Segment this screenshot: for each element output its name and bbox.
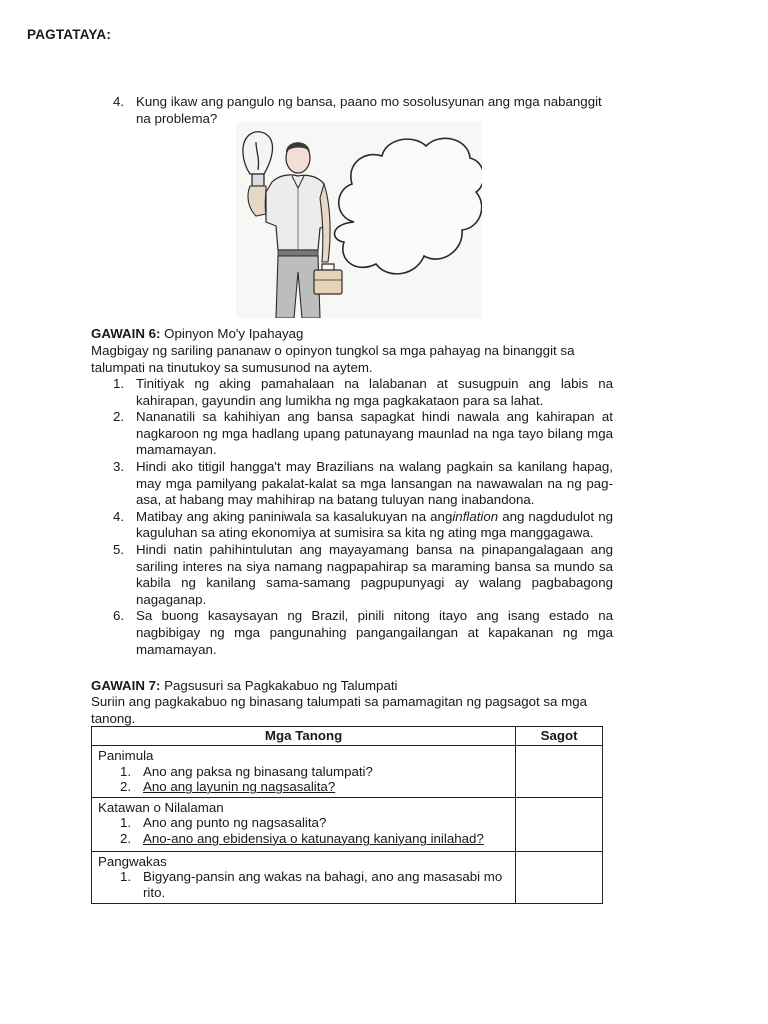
question-item [98,815,509,831]
question-cell [92,851,516,903]
gawain-6-intro-line2: talumpati na tinutukoy sa sumusunod na aytem. [91,359,373,375]
answer-cell[interactable] [516,746,603,798]
page-title: PAGTATAYA: [27,27,112,42]
list-item [113,509,613,542]
item-number: 5. [113,541,125,557]
question-text: Ano ang punto ng nagsasalita? [143,815,327,831]
question-4-line2: na problema? [136,110,218,126]
item-number: 2. [113,409,125,425]
question-text: Ano ang layunin ng nagsasalita? [143,779,336,795]
table-row [92,851,603,903]
gawain-6-intro [91,343,621,376]
gawain-6-subtitle: Opinyon Mo'y Ipahayag [164,326,304,341]
gawain-7-intro [91,694,621,727]
section-label: Katawan o Nilalaman [98,799,224,815]
list-item [113,608,613,658]
question-number: 1. [120,815,132,831]
column-header-questions: Mga Tanong [92,727,516,746]
gawain-7-intro-line1: Suriin ang pagkakabuo ng binasang talumpati sa pamamagitan ng pagsagot sa mga [91,694,588,709]
question-number: 2. [120,779,132,795]
question-cell [92,797,516,851]
list-item [113,459,613,509]
question-text: Ano ang paksa ng binasang talumpati? [143,763,373,779]
section-label: Panimula [98,748,154,763]
table-row [92,746,603,798]
gawain-6-item-list [113,376,613,658]
item-text-italic: inflation [452,508,499,524]
question-4-line1: Kung ikaw ang pangulo ng bansa, paano mo sosolusyunan ang mga nabanggit [136,94,602,109]
list-item [113,376,613,409]
question-item [98,869,509,900]
question-item [98,831,509,847]
gawain-7-intro-line2: tanong. [91,710,136,726]
thought-bubble-icon [335,138,482,274]
item-number: 6. [113,608,125,624]
section-label: Pangwakas [98,853,167,869]
question-text: Bigyang-pansin ang wakas na bahagi, ano ang masasabi mo rito. [143,869,503,900]
question-4-number: 4. [113,94,125,109]
question-cell [92,746,516,798]
question-number: 1. [120,869,132,885]
gawain-7-subtitle: Pagsusuri sa Pagkakabuo ng Talumpati [164,678,398,693]
item-text-after: ang nagdudulot ng kaguluhan sa ating ekonomiya at sumisira sa kita ng ating mga manggagawa. [136,508,613,541]
table-row [92,797,603,851]
lightbulb-icon [243,132,273,186]
gawain-7-label: GAWAIN 7: [91,678,161,693]
item-text: Tinitiyak ng aking pamahalaan na lalabanan at susugpuin ang labis na kahirapan, gayundin ang lumikha ng mga pagkakataon para sa lahat. [136,376,613,408]
gawain-6-heading [91,326,303,343]
table-header-row [92,727,603,746]
answer-cell[interactable] [516,797,603,851]
item-text [136,509,613,542]
gawain-7-heading [91,678,398,695]
column-header-answer: Sagot [516,727,603,746]
question-text: Ano-ano ang ebidensiya o katunayang kaniyang inilahad? [143,830,484,846]
list-item [113,542,613,608]
item-number: 3. [113,458,125,474]
item-text-before: Matibay ang aking paniniwala sa kasalukuyan na ang [136,508,453,524]
question-number: 1. [120,763,132,779]
person-holding-lightbulb-illustration [236,122,482,318]
item-text: Sa buong kasaysayan ng Brazil, pinili nitong itayo ang isang estado na nagbibigay ng mga pangunahing pangangailangan at kapakanan ng mga mamamayan. [136,608,613,657]
question-number: 2. [120,830,132,846]
questions-table [91,726,603,904]
item-text: Hindi ako titigil hangga't may Brazilians na walang pagkain sa kanilang hapag, may mga pamilyang pakalat-kalat sa mga lansangan na nawawalan na ng pag-asa, at habang may mahihirap na batang tuluyan nang inabandona. [136,458,613,508]
item-number: 4. [113,508,125,524]
gawain-6-intro-line1: Magbigay ng sariling pananaw o opinyon tungkol sa mga pahayag na binanggit sa [91,343,575,358]
question-item [98,779,509,795]
question-item [98,764,509,780]
list-item [113,409,613,459]
item-text: Nananatili sa kahihiyan ang bansa sapagkat hindi nawala ang kahirapan at nagkaroon ng mga hadlang upang patunayang maunlad na nga tayo bilang mga mamamayan. [136,409,613,458]
item-number: 1. [113,376,125,391]
answer-cell[interactable] [516,851,603,903]
person-head [286,142,310,173]
item-text: Hindi natin pahihintulutan ang mayayamang bansa na pinapangalagaan ang sariling interes na siya namang nagpapahirap sa maraming bansa sa mundo sa kabila ng kanilang sama-samang pagpupunyagi ay walang pagbabagong nagaganap. [136,541,613,607]
gawain-6-label: GAWAIN 6: [91,326,161,341]
illustration-svg [236,122,482,318]
